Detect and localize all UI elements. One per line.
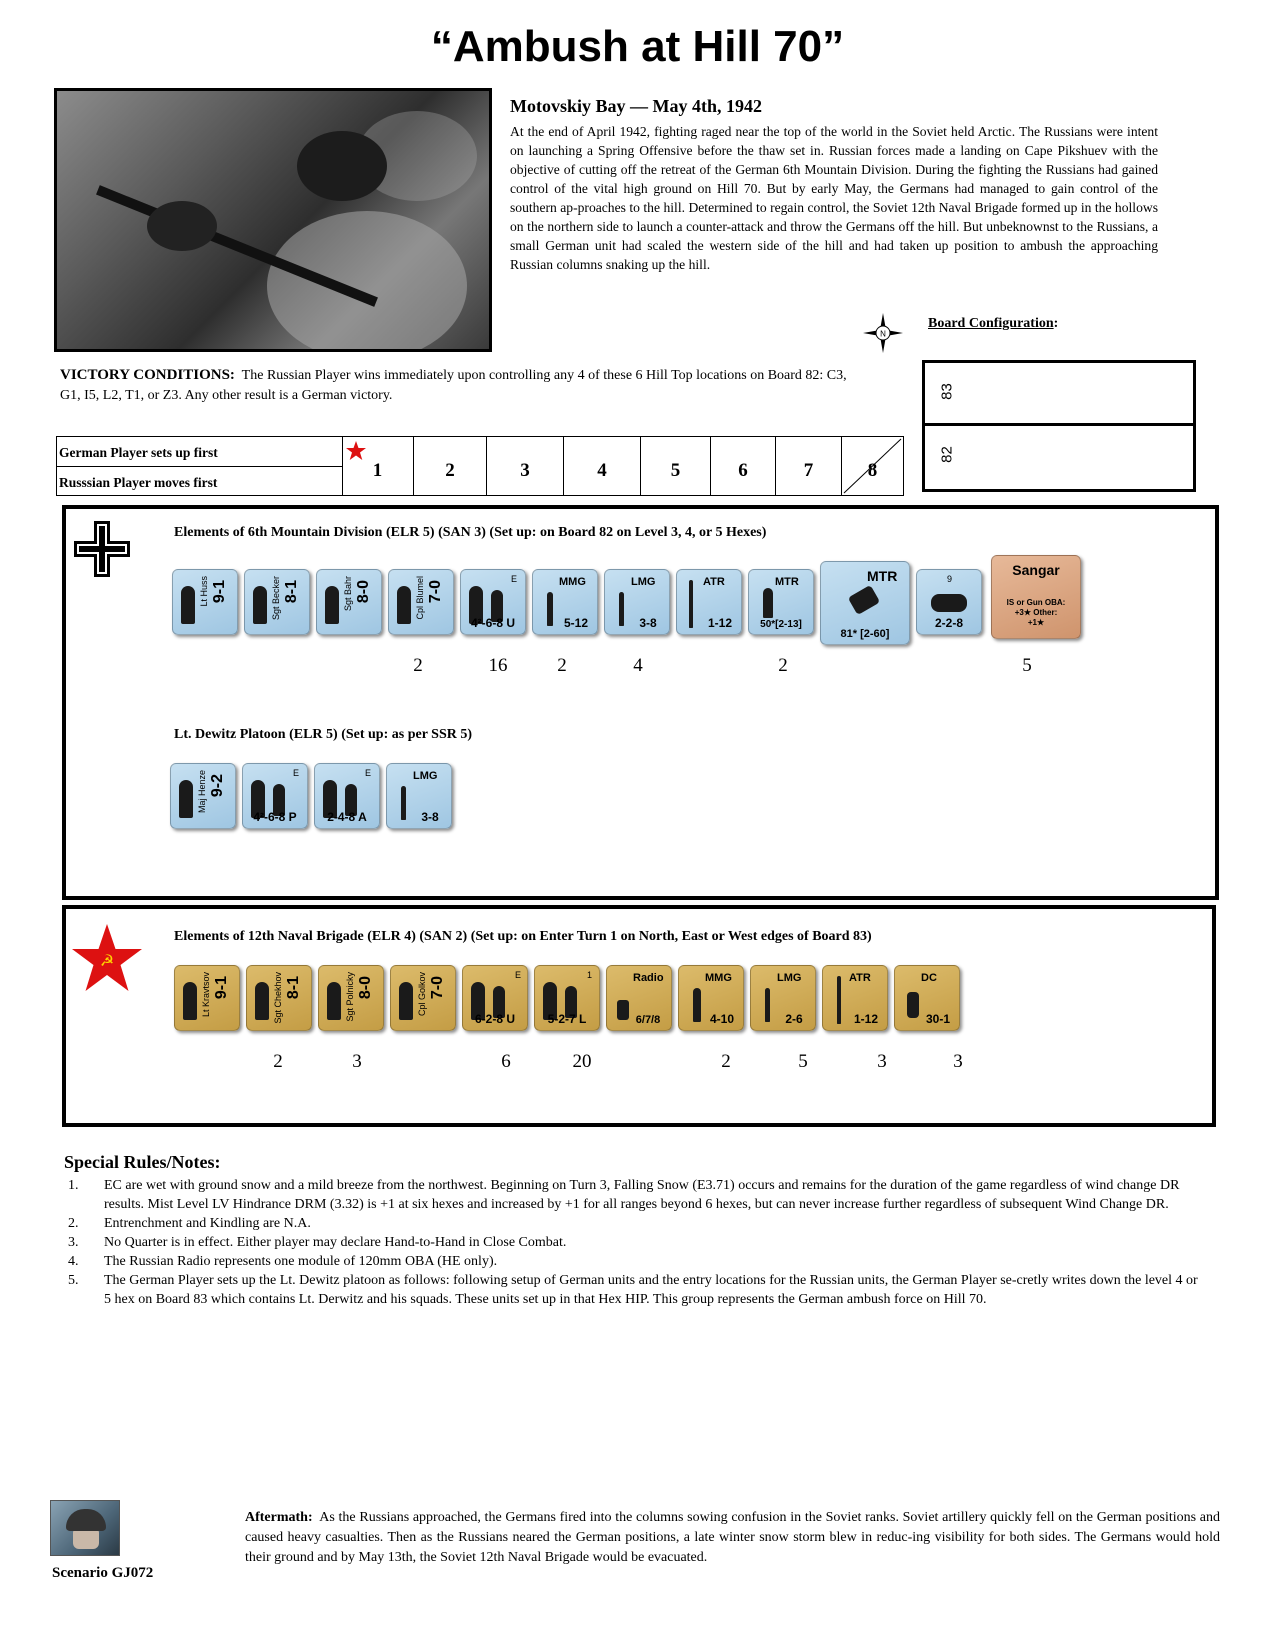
rule-text: EC are wet with ground snow and a mild breeze from the northwest. Beginning on Turn 3, Falling Snow (E3.71) occurs and remains for the duration of the game regardless of wind change DR results. Mist Level LV Hindrance DRM (3.32) is +1 at six hexes and increased by +1 for all ranges beyond 6 hexes, but can never increase further regardless of subsequent Wind Change DR. (104, 1178, 1180, 1212)
counter-value: 2-6 (785, 1012, 803, 1026)
turn-cell (564, 437, 641, 495)
counter-value: 7-0 (429, 976, 446, 1000)
counter-value: 9-1 (213, 976, 230, 1000)
counter-name: LMG (777, 972, 802, 984)
counter-squad (916, 569, 982, 635)
turn-cell (711, 437, 776, 495)
svg-text:☭: ☭ (99, 951, 115, 970)
rule-number: 3. (68, 1235, 79, 1250)
counter-name: MMG (705, 972, 732, 984)
turn-cell (414, 437, 487, 495)
aftermath-heading: Aftermath: (245, 1510, 313, 1525)
counter-weapon (604, 569, 670, 635)
counter-value: 2-4-8 A (327, 810, 367, 824)
russian-quantity: 5 (798, 1051, 808, 1072)
board-configuration (922, 360, 1196, 492)
counter-name: ATR (703, 576, 725, 588)
counter-name: 9 (947, 574, 953, 584)
board-configuration-colon: : (1053, 316, 1059, 331)
moves-first-label: Russsian Player moves first (59, 475, 218, 490)
counter-value: 50*[2-13] (760, 619, 802, 630)
counter-squad (534, 965, 600, 1031)
turn-number: 8 (867, 460, 878, 481)
counter-sangar (991, 555, 1081, 639)
russian-quantity: 20 (572, 1051, 592, 1072)
counter-name: Maj Henze (197, 770, 207, 814)
turn-number: 2 (445, 460, 455, 481)
turn-cell (487, 437, 564, 495)
german-quantity: 16 (488, 655, 508, 676)
counter-leader (388, 569, 454, 635)
russian-forces-panel (62, 905, 1216, 1127)
historical-photo (54, 88, 492, 352)
counter-name: Sgt Bahr (343, 576, 353, 612)
rule-number: 1. (68, 1178, 79, 1193)
board-label: 83 (938, 383, 956, 400)
german-quantity: 2 (557, 655, 567, 676)
counter-radio (606, 965, 672, 1031)
victory-conditions (60, 365, 860, 406)
special-rules-heading: Special Rules/Notes: (64, 1152, 221, 1172)
rule-number: 2. (68, 1216, 79, 1231)
compass-letter: N (880, 329, 886, 339)
counter-value: 5-2-7 L (547, 1012, 587, 1026)
counter-name: Lt Kravtsov (201, 972, 211, 1018)
counter-name: Sgt Becker (271, 576, 281, 621)
counter-weapon (750, 965, 816, 1031)
counter-name: MTR (867, 568, 898, 584)
german-quantity: 4 (633, 655, 643, 676)
rule-item (64, 1176, 1204, 1214)
counter-weapon (822, 965, 888, 1031)
rule-item (64, 1252, 1204, 1271)
counter-name: Sangar (1012, 562, 1060, 578)
counter-leader (390, 965, 456, 1031)
turn-number: 1 (372, 460, 383, 481)
victory-heading: VICTORY CONDITIONS: (60, 367, 235, 383)
rule-number: 4. (68, 1254, 79, 1269)
russian-quantity: 3 (953, 1051, 963, 1072)
counter-name: E (293, 768, 300, 778)
counter-weapon (386, 763, 452, 829)
russian-heading: Elements of 12th Naval Brigade (ELR 4) (SAN 2) (Set up: on Enter Turn 1 on North, East or West edges of Board 83) (174, 929, 872, 944)
counter-leader (172, 569, 238, 635)
board-label: 82 (938, 446, 956, 463)
counter-value: 81* [2-60] (840, 628, 890, 640)
russian-quantity: 3 (877, 1051, 887, 1072)
counter-value: 30-1 (925, 1012, 951, 1026)
counter-weapon (676, 569, 742, 635)
soviet-star-icon (70, 923, 144, 995)
counter-value: IS or Gun OBA: +3★ Other: +1★ (1006, 598, 1066, 627)
turn-number: 4 (597, 460, 607, 481)
counter-value: 2-2-8 (934, 616, 963, 630)
counter-value: 8-1 (283, 580, 300, 604)
counter-value: 9-1 (211, 580, 228, 604)
counter-name: E (511, 574, 518, 584)
turn-number: 5 (670, 460, 681, 481)
counter-name: MMG (559, 576, 586, 588)
counter-value: 8-1 (285, 976, 302, 1000)
counter-name: Cpl Blumel (415, 576, 425, 620)
intro-heading: Motovskiy Bay — May 4th, 1942 (510, 96, 762, 116)
counter-name: Sgt Polnicky (345, 972, 355, 1022)
board-row-82 (925, 426, 1193, 489)
board-row-83 (925, 363, 1193, 426)
counter-name: MTR (775, 576, 799, 588)
russian-quantity: 2 (273, 1051, 283, 1072)
counter-value: 1-12 (853, 1012, 879, 1026)
counter-squad (462, 965, 528, 1031)
counter-weapon (894, 965, 960, 1031)
aftermath (245, 1508, 1220, 1568)
german-group2-heading: Lt. Dewitz Platoon (ELR 5) (Set up: as per SSR 5) (174, 727, 473, 742)
counter-weapon (678, 965, 744, 1031)
turn-track-sides (57, 437, 343, 495)
intro-body: At the end of April 1942, fighting raged near the top of the world in the Soviet held Arctic. The Russians were intent on launching a Spring Offensive before the thaw set in. Russian forces made a landing on Cape Pikshuev with the objective of cutting off the retreat of the German 6th Mountain Division. During the fighting the Russians had gained control of the vital high ground on Hill 70. But by early May, the Germans had managed to gain control of the southern ap-proaches to the hill. Determined to regain control, the Soviet 12th Naval Brigade formed up in the hollows on the northern side to launch a counter-attack and throw the Germans off the hill. But unbeknownst to the Russians, a small German unit had scaled the western side of the hill and had taken up position to ambush the approaching Russian columns snaking up the hill. (510, 124, 1158, 272)
counter-leader (246, 965, 312, 1031)
counter-value: 9-2 (209, 774, 226, 798)
rule-text: Entrenchment and Kindling are N.A. (104, 1216, 311, 1231)
counter-value: 7-0 (427, 580, 444, 604)
counter-leader (244, 569, 310, 635)
counter-name: Radio (633, 972, 664, 984)
counter-squad (314, 763, 380, 829)
turn-cell (342, 437, 414, 495)
counter-squad (242, 763, 308, 829)
counter-weapon-large (820, 561, 910, 645)
counter-name: DC (921, 972, 937, 984)
russian-star-icon (345, 440, 367, 462)
counter-weapon (532, 569, 598, 635)
counter-name: 1 (587, 970, 593, 980)
rule-text: The German Player sets up the Lt. Dewitz platoon as follows: following setup of German units and the entry locations for the Russian units, the German Player se-cretly writes down the level 4 or 5 hex on Board 83 which contains Lt. Derwitz and his squads. These units set up in that Hex HIP. This group represents the German ambush force on Hill 70. (104, 1273, 1198, 1307)
counter-leader (316, 569, 382, 635)
counter-value: 4²-6-8 P (253, 810, 297, 824)
counter-value: 5-12 (563, 616, 589, 630)
russian-quantity: 2 (721, 1051, 731, 1072)
counter-value: 4²-6-8 U (470, 616, 515, 630)
rule-item (64, 1214, 1204, 1233)
counter-name: Cpl Golkov (417, 972, 427, 1017)
russian-quantity: 3 (352, 1051, 362, 1072)
compass-rose-icon (862, 312, 904, 354)
turn-cell-last (842, 437, 903, 495)
counter-value: 1-12 (707, 616, 733, 630)
counter-name: LMG (413, 770, 438, 782)
german-quantity: 2 (413, 655, 423, 676)
scenario-id: Scenario GJ072 (52, 1565, 154, 1581)
board-configuration-text: Board Configuration (928, 316, 1054, 331)
counter-squad (460, 569, 526, 635)
rule-item (64, 1271, 1204, 1309)
counter-leader (170, 763, 236, 829)
counter-leader (318, 965, 384, 1031)
turn-number: 3 (520, 460, 530, 481)
german-group1-heading: Elements of 6th Mountain Division (ELR 5) (SAN 3) (Set up: on Board 82 on Level 3, 4, or 5 Hexes) (174, 525, 767, 540)
rule-item (64, 1233, 1204, 1252)
rule-number: 5. (68, 1273, 79, 1288)
counter-value: 3-8 (421, 810, 439, 824)
german-forces-panel (62, 505, 1219, 900)
half-turn-slash (842, 437, 903, 495)
counter-value: 3-8 (639, 616, 657, 630)
special-rules-list (64, 1176, 1204, 1309)
counter-value: 6/7/8 (635, 1014, 661, 1026)
counter-value: 6-2-8 U (474, 1012, 515, 1026)
counter-value: 8-0 (357, 976, 374, 1000)
counter-name: ATR (849, 972, 871, 984)
victory-text: The Russian Player wins immediately upon controlling any 4 of these 6 Hill Top locations on Board 82: C3, G1, I5, L2, T1, or Z3. Any other result is a German victory. (60, 368, 847, 403)
counter-value: 4-10 (709, 1012, 735, 1026)
rule-text: No Quarter is in effect. Either player may declare Hand-to-Hand in Close Combat. (104, 1235, 567, 1250)
counter-value: 8-0 (355, 580, 372, 604)
turn-cell (776, 437, 842, 495)
setup-first-label: German Player sets up first (59, 445, 218, 460)
counter-name: LMG (631, 576, 656, 588)
counter-name: E (365, 768, 372, 778)
scenario-title: “Ambush at Hill 70” (430, 22, 845, 71)
counter-name: Sgt Chekhov (273, 972, 283, 1024)
rule-text: The Russian Radio represents one module of 120mm OBA (HE only). (104, 1254, 498, 1269)
soldier-portrait-icon (50, 1500, 120, 1556)
german-quantity: 5 (1022, 655, 1032, 676)
turn-number: 7 (803, 460, 814, 481)
counter-name: Lt Huss (199, 576, 209, 607)
counter-weapon (748, 569, 814, 635)
aftermath-text: As the Russians approached, the Germans fired into the columns sowing confusion in the Soviet ranks. Soviet artillery quickly fell on the German positions and caused heavy casualties. Then as the Russians neared the German positions, a late winter snow storm blew in reduc-ing visibility for both sides. The Germans would hold their ground and by May 13th, the Soviet 12th Naval Brigade would be evacuated. (245, 1510, 1220, 1565)
russian-quantity: 6 (501, 1051, 511, 1072)
turn-number: 6 (738, 460, 748, 481)
counter-name: E (515, 970, 522, 980)
turn-record-track (56, 436, 904, 496)
german-cross-icon (74, 521, 130, 577)
german-quantity: 2 (778, 655, 788, 676)
turn-cell (641, 437, 711, 495)
counter-leader (174, 965, 240, 1031)
board-configuration-label (928, 316, 1058, 332)
